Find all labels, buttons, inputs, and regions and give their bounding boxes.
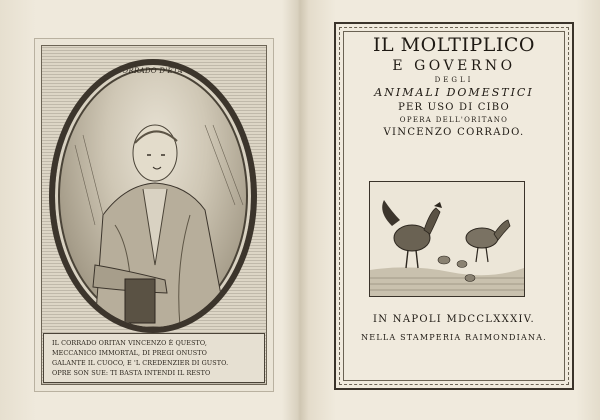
title-line-4: ANIMALI DOMESTICI bbox=[374, 86, 534, 99]
title-line-5: PER USO DI CIBO bbox=[398, 102, 510, 113]
title-line-6: OPERA DELL'ORITANO bbox=[399, 116, 509, 124]
title-line-2: E GOVERNO bbox=[392, 58, 516, 74]
title-line-1: IL MOLTIPLICO bbox=[373, 34, 535, 56]
imprint-block bbox=[334, 314, 574, 342]
rooster-and-hens-icon bbox=[370, 182, 524, 296]
inscription-line-3: GALANTE IL CUOCO, E 'L CREDENZIER DI GUSTO. bbox=[52, 359, 229, 367]
inscription-line-4: OPRE SON SUE: TI BASTA INTENDI IL RESTO bbox=[52, 369, 211, 377]
portrait-engraving-icon bbox=[55, 65, 251, 327]
inscription-pedestal bbox=[43, 333, 265, 383]
imprint-city: IN NAPOLI MDCCLXXXIV. bbox=[372, 314, 535, 325]
frontispiece-plate bbox=[34, 38, 274, 392]
title-line-3: DEGLI bbox=[434, 76, 474, 84]
author-line: VINCENZO CORRADO. bbox=[383, 127, 525, 138]
inscription-line-1: IL CORRADO ORITAN VINCENZO È QUESTO, bbox=[52, 339, 207, 347]
rooster-vignette bbox=[369, 181, 525, 297]
title-block bbox=[334, 28, 574, 138]
inscription-line-2: MECCANICO IMMORTAL, DI PREGI ONUSTO bbox=[52, 349, 207, 357]
imprint-press: NELLA STAMPERIA RAIMONDIANA. bbox=[361, 333, 547, 342]
portrait-oval-frame bbox=[49, 59, 257, 333]
portrait-banner: IL VINCENZO CORRADO D'ETÀ SUA D'ANNI 54 bbox=[60, 67, 246, 75]
